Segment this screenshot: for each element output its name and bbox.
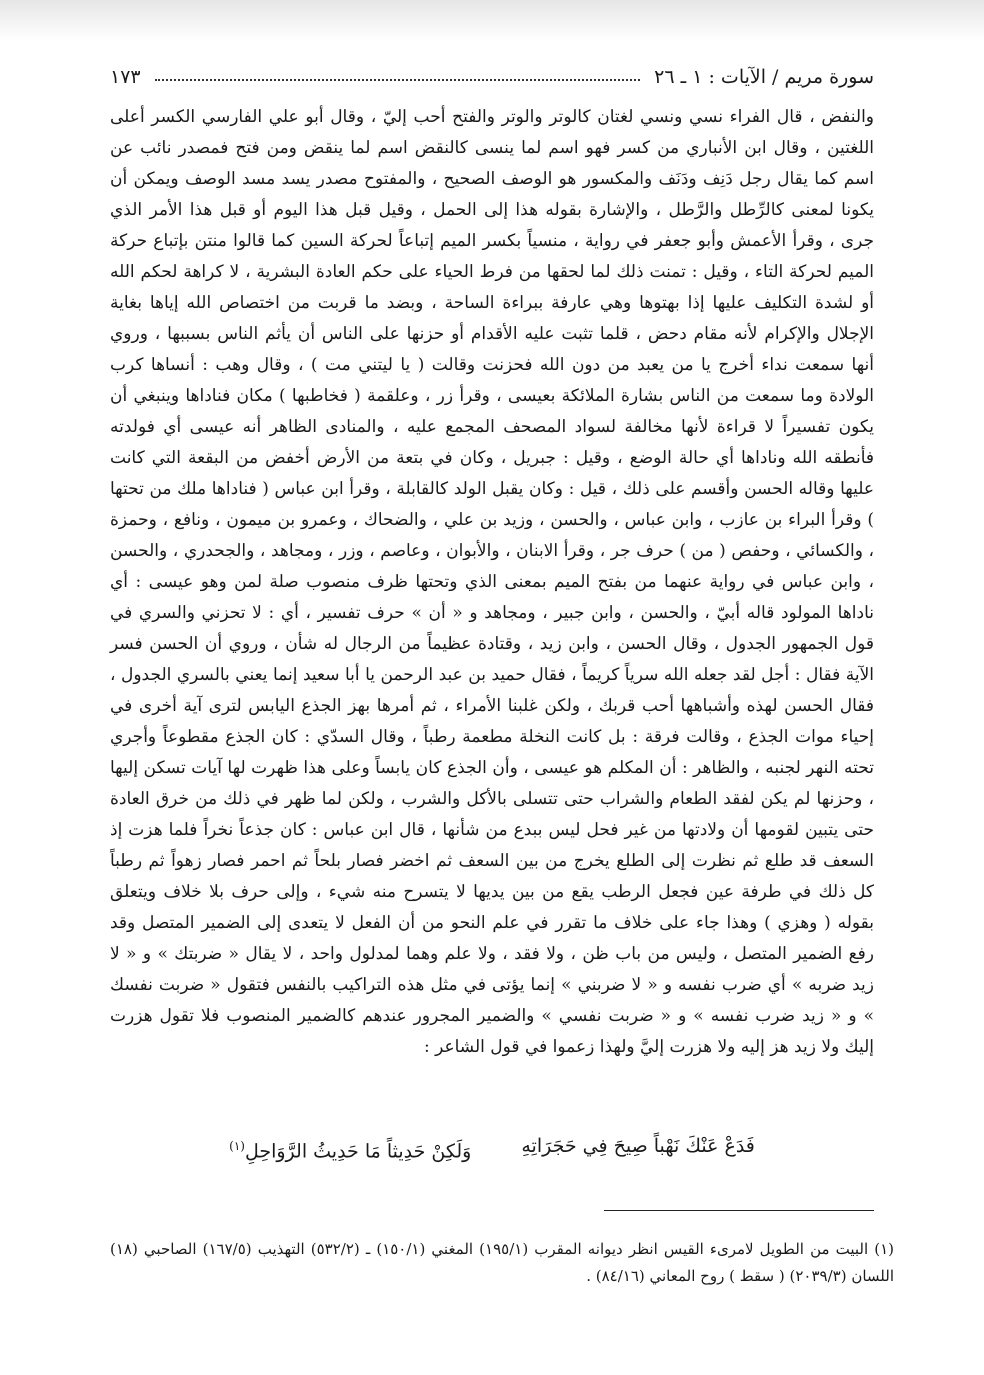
surah-title: سورة مريم / الآيات : ١ ـ ٢٦	[654, 66, 874, 88]
footnote-divider	[604, 1210, 874, 1211]
verse-first-hemistich: فَدَعْ عَنْكَ نَهْباً صِيحَ فِي حَجَرَاتِهِ	[521, 1135, 755, 1157]
scan-edge	[0, 0, 984, 40]
footnote-section	[110, 1236, 894, 1290]
page-number: ١٧٣	[110, 66, 141, 88]
poetry-verse	[110, 1130, 874, 1170]
footnote-reference[interactable]: (١)	[229, 1139, 245, 1153]
verse-second-hemistich: وَلَكِنْ حَدِيثاً مَا حَدِيثُ الرَّوَاحِلِ	[244, 1140, 472, 1163]
main-text	[110, 102, 874, 1063]
verse-second-hemistich-wrap	[229, 1130, 471, 1170]
footnote-text: (١) البيت من الطويل لامرىء القيس انظر ديوانه المقرب (١٩٥/١) المغني (١٥٠/١) ـ (٥٣٢/٢) التهذيب (١٦٧/٥) الصاحبي (١٨) اللسان (٢٠٣٩/٣) ( سقط ) روح المعاني (٨٤/١٦) .	[110, 1240, 894, 1285]
body-paragraph: والنفض ، قال الفراء نسي ونسي لغتان كالوتر والوتر والفتح أحب إليّ ، وقال أبو علي الفارسي الكسر أعلى اللغتين ، وقال ابن الأنباري من كسر فهو اسم لما ينسى كالنقض اسم لما ينقض ومن فتح فمصدر نائب عن اسم كما يقال رجل دَنِف ودَنَف والمكسور هو الوصف الصحيح ، والمفتوح مصدر يسد مسد الوصف ويمكن أن يكونا لمعنى كالرِّطل والرَّطل ، والإشارة بقوله هذا إلى الحمل ، وقيل قبل هذا اليوم أو قبل هذا الأمر الذي جرى ، وقرأ الأعمش وأبو جعفر في رواية ، منسياً بكسر الميم إتباعاً لحركة السين كما قالوا منتن بإتباع حركة الميم لحركة التاء ، وقيل : تمنت ذلك لما لحقها من فرط الحياء على حكم العادة البشرية ، لا كراهة لحكم الله أو لشدة التكليف عليها إذا بهتوها وهي عارفة ببراءة الساحة ، وبضد ما قربت من اختصاص الله إياها بغاية الإجلال والإكرام لأنه مقام دحض ، قلما تثبت عليه الأقدام أو حزنها على الناس أن يأثم الناس بسببها ، وروي أنها سمعت نداء أخرج يا من يعبد من دون الله فحزنت وقالت ( يا ليتني مت ) ، وقال وهب : أنساها كرب الولادة وما سمعت من الناس بشارة الملائكة بعيسى ، وقرأ زر ، وعلقمة ( فخاطبها ) مكان فناداها وينبغي أن يكون تفسيراً لا قراءة لأنها مخالفة لسواد المصحف المجمع عليه ، والمنادى الظاهر أنه عيسى أي فولدته فأنطقه الله وناداها أي حالة الوضع ، وقيل : جبريل ، وكان في بتعة من الأرض أخفض من البقعة التي كانت عليها وقاله الحسن وأقسم على ذلك ، قيل : وكان يقبل الولد كالقابلة ، وقرأ ابن عباس ( فناداها ملك من تحتها ) وقرأ البراء بن عازب ، وابن عباس ، والحسن ، وزيد بن علي ، والضحاك ، وعمرو بن ميمون ، ونافع ، وحمزة ، والكسائي ، وحفص ( من ) حرف جر ، وقرأ الابنان ، والأبوان ، وعاصم ، وزر ، ومجاهد ، والجحدري ، والحسن ، وابن عباس في رواية عنهما من بفتح الميم بمعنى الذي وتحتها ظرف منصوب صلة لمن وهو عيسى : أي ناداها المولود قاله أبيّ ، والحسن ، وابن جبير ، ومجاهد و « أن » حرف تفسير ، أي : لا تحزني والسري في قول الجمهور الجدول ، وقال الحسن ، وابن زيد ، وقتادة عظيماً من الرجال له شأن ، وروي أن الحسن فسر الآية فقال : أجل لقد جعله الله سرياً كريماً ، فقال حميد بن عبد الرحمن يا أبا سعيد إنما يعني بالسري الجدول ، فقال الحسن لهذه وأشباهها أحب قربك ، ولكن غلبنا الأمراء ، ثم أمرها بهز الجذع اليابس لترى آية أخرى في إحياء موات الجذع ، وقالت فرقة : بل كانت النخلة مطعمة رطباً ، وقال السدّي : كان الجذع مقطوعاً وأجري تحته النهر لجنبه ، والظاهر : أن المكلم هو عيسى ، وأن الجذع كان يابساً وعلى هذا ظهرت لها آيات تسكن إليها ، وحزنها لم يكن لفقد الطعام والشراب حتى تتسلى بالأكل والشرب ، ولكن لما ظهر في ذلك من خرق العادة حتى يتبين لقومها أن ولادتها من غير فحل ليس ببدع من شأنها ، قال ابن عباس : كان جذعاً نخراً فلما هزت إذ السعف قد طلع ثم نظرت إلى الطلع يخرج من بين السعف ثم اخضر فصار بلحاً ثم احمر فصار زهواً ثم رطباً كل ذلك في طرفة عين فجعل الرطب يقع من بين يديها لا يتسرح منه شيء ، وإلى حرف بلا خلاف ويتعلق بقوله ( وهزي ) وهذا جاء على خلاف ما تقرر في علم النحو من أن الفعل لا يتعدى إلى الضمير المتصل وقد رفع الضمير المتصل ، وليس من باب ظن ، ولا فقد ، ولا علم وهما لمدلول واحد ، لا يقال « ضربتك » و « لا زيد ضربه » أي ضرب نفسه و « لا ضربني » إنما يؤتى في مثل هذه التراكيب بالنفس فتقول « ضربت نفسك » و « زيد ضرب نفسه » و « ضربت نفسي » والضمير المجرور عندهم كالضمير المنصوب فلا تقول هزرت إليك ولا زيد هز إليه ولا هزرت إليَّ ولهذا زعموا في قول الشاعر :	[110, 107, 875, 1057]
running-header	[110, 62, 874, 92]
dotted-leader	[155, 79, 641, 81]
